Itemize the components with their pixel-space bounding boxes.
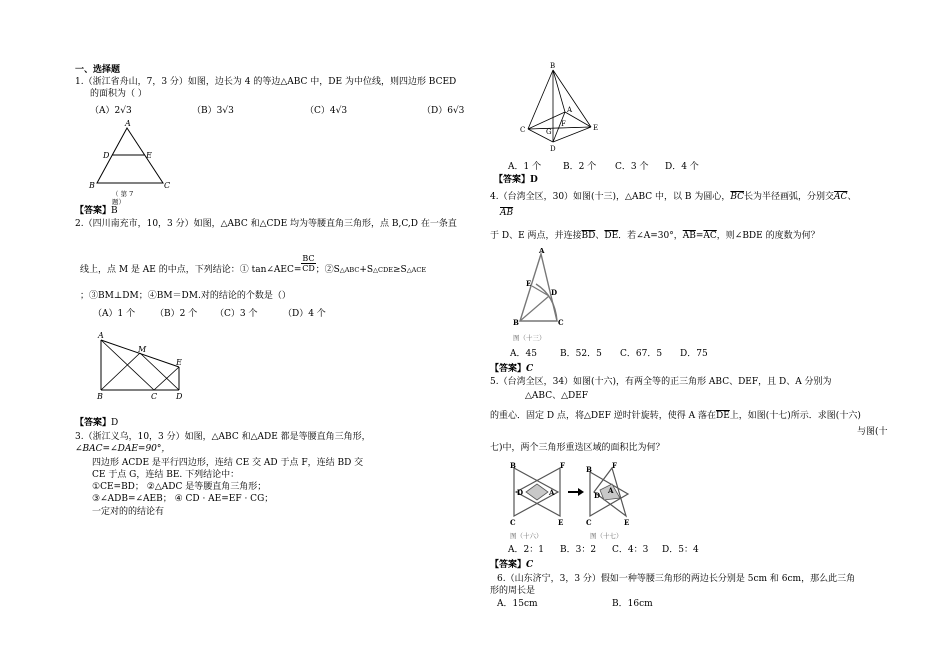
q2-text-line3: ；③BM⊥DM；④BM＝DM.对的结论的个数是（） [80,291,291,301]
q3-label-e: E [593,124,599,132]
q2-option-a: （A）1 个 [93,309,136,319]
q1-option-d: （D）6√3 [422,106,465,116]
q1-option-a: （A）2√3 [90,106,132,116]
q4-text-line2: 于 D、E 两点，并连接$\overline{BD}$、$\overline{DE}$．若∠A=30°，$\overline{AB}=\overline{AC}$，则∠BDE 的度数为何？ [490,231,820,241]
q2-label-b: B [97,392,103,401]
q3-text-line5: ①CE=BD； ②△ADC 是等腰直角三角形； [92,482,267,492]
q4-label-e: E [526,279,532,288]
q3-text-line2: ∠BAC=∠DAE=90°， [75,444,171,454]
q5-fig16-label-d: D [517,488,524,497]
q3-text-line6: ③∠ADB=∠AEB； ④ CD · AE=EF · CG； [92,494,274,504]
q5-answer: 【答案】C [490,560,534,570]
q6-option-b: B．16cm [612,599,653,609]
q2-text-line1: 2.（四川南充市，10，3 分）如图，△ABC 和△CDE 均为等腰直角三角形，点 B,C,D 在一条直 [75,219,457,229]
q5-fig17-label-a: A [608,486,614,495]
q3-label-a: A [567,106,573,114]
q1-label-d: D [103,151,110,160]
q5-fig17-label-e: E [624,518,630,527]
q1-label-b: B [89,181,95,190]
q3-label-b: B [550,62,556,70]
q3-text-line7: 一定对的的结论有 [92,507,165,517]
q4-text-line1: 4.（台湾全区，30）如图(十三)，△ABC 中，以 B 为圆心，$\overline{BC}$长为半径画弧，分别交$\overline{AC}$、 [490,192,857,202]
section-heading: 一、选择题 [75,65,121,75]
q4-option-b: B．52．5 [560,349,602,359]
q1-fig-caption: （ 第 7 [112,190,134,198]
q2-label-e: E [176,358,182,367]
q4-fig-caption: 图（十三） [513,334,546,342]
q3-option-d: D．4 个 [665,162,699,172]
q3-label-g: G [546,128,552,136]
q3-text-line1: 3.（浙江义乌，10，3 分）如图，△ABC 和△ADE 都是等腰直角三角形， [75,432,371,442]
q5-text-line4-pre: 与图(十 [857,427,888,437]
q4-label-d: D [551,288,558,297]
q5-fig16-caption: 图（十六） [510,532,543,540]
q1-fig-caption-2: 题） [112,198,125,206]
q3-label-c: C [520,126,526,134]
q5-text-line2: △ABC、△DEF [525,391,589,401]
q2-label-d: D [176,392,183,401]
q4-option-d: D．75 [680,349,708,359]
q3-text-line4: CE 于点 G，连结 BE. 下列结论中： [92,470,240,480]
q3-label-d: D [550,145,556,153]
q4-arc-ab: $\overline{AB}$ [500,208,514,218]
q5-fig17-label-f: F [612,462,617,470]
q2-option-d: （D）4 个 [283,309,326,319]
q1-answer: 【答案】B [75,206,118,216]
q4-option-a: A．45 [510,349,537,359]
q6-text-line1: 6.（山东济宁，3，3 分）假如一种等腰三角形的两边长分别是 5cm 和 6cm，那么此三角 [497,574,856,584]
q1-option-c: （C）4√3 [305,106,348,116]
q5-option-c: C．4：3 [612,545,649,555]
q4-label-c: C [558,318,564,327]
q1-triangle-figure [85,118,175,193]
q5-text-line4: 七)中，两个三角形重迭区域的面积比为何？ [490,443,665,453]
q1-text-line1: 1.（浙江省舟山，7，3 分）如图，边长为 4 的等边△ABC 中，DE 为中位线，则四边形 BCED [75,77,457,87]
q5-fig16-label-c: C [510,518,516,527]
q5-figure [508,462,668,532]
q2-option-c: （C）3 个 [215,309,258,319]
q5-option-d: D．5：4 [662,545,699,555]
q6-option-a: A．15cm [497,599,538,609]
q3-text-line3: 四边形 ACDE 是平行四边形，连结 CE 交 AD 于点 F，连结 BD 交 [92,458,364,468]
q2-text-line2: 线上，点 M 是 AE 的中点，下列结论：① tan∠AEC= $\frac{BC}{CD}$ ；②S△ABC+S△CDE≥S△ACE [80,254,427,275]
q1-label-c: C [164,181,171,190]
q4-answer: 【答案】C [490,364,534,374]
q4-option-c: C．67．5 [620,349,663,359]
q2-label-a: A [98,332,104,340]
q5-fig16-label-f: F [560,462,565,470]
q1-label-e: E [146,151,152,160]
q3-label-f: F [561,120,566,128]
q3-figure [515,62,615,154]
q5-option-b: B．3：2 [560,545,597,555]
q4-label-a: A [539,248,545,255]
q3-option-b: B．2 个 [563,162,597,172]
q5-fig17-caption: 图（十七） [590,532,623,540]
q5-fig17-label-c: C [586,518,592,527]
q5-fig16-label-e: E [558,518,564,527]
q4-figure [505,248,575,333]
q5-text-line1: 5.（台湾全区，34）如图(十六)，有两全等的正三角形 ABC、DEF，且 D、A 分别为 [490,377,832,387]
q2-figure [92,332,192,404]
q1-text-line2: 的面积为（ ） [90,89,147,99]
q4-label-b: B [513,318,519,327]
q5-fig16-label-b: B [510,462,516,470]
q5-fig17-label-d: D [594,491,601,500]
q6-text-line2: 形的周长是 [490,586,536,596]
q3-option-c: C．3 个 [615,162,649,172]
q5-fig16-label-a: A [549,488,555,497]
q2-answer: 【答案】D [75,418,119,428]
q5-text-line3: 的重心．固定 D 点，将△DEF 逆时针旋转，使得 A 落在$\overline{DE}$上，如图(十七)所示．求图(十六) [490,411,861,421]
q2-label-c: C [151,392,158,401]
q3-option-a: A．1 个 [508,162,542,172]
q1-label-a: A [125,119,131,128]
q2-option-b: （B）2 个 [155,309,198,319]
q5-option-a: A．2：1 [508,545,544,555]
q1-option-b: （B）3√3 [192,106,234,116]
q2-label-m: M [138,345,147,354]
q3-answer: 【答案】D [494,175,538,185]
q5-fig17-label-b: B [586,465,592,474]
